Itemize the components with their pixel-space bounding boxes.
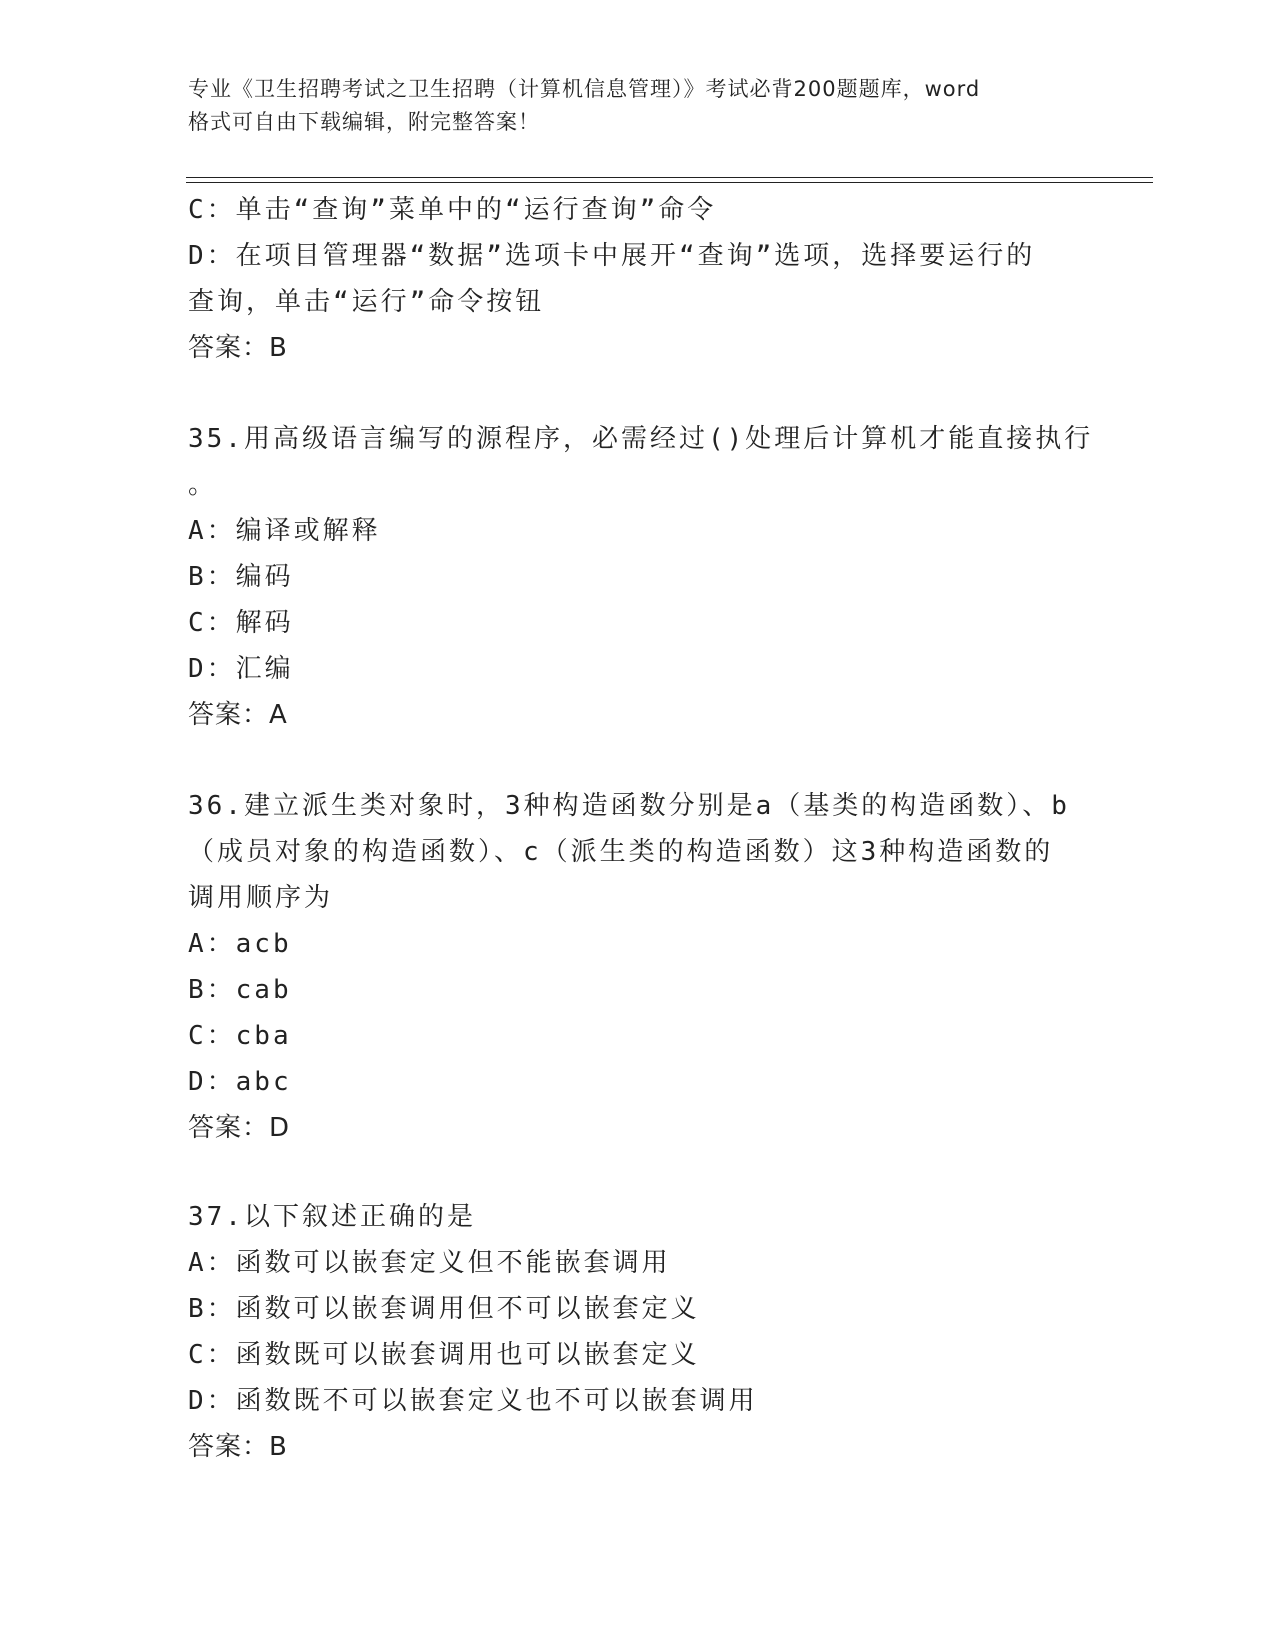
header-line-2: 格式可自由下载编辑，附完整答案！ xyxy=(188,110,540,134)
q36-answer: 答案：D xyxy=(188,1113,291,1143)
q36-option-c: C：cba xyxy=(188,1021,292,1051)
spacer xyxy=(188,1151,1088,1194)
q35-option-d: D：汇编 xyxy=(188,654,294,684)
q36-stem-line1: 36.建立派生类对象时，3种构造函数分别是a（基类的构造函数）、b xyxy=(188,791,1070,821)
q34-option-d-line1: D：在项目管理器“数据”选项卡中展开“查询”选项，选择要运行的 xyxy=(188,241,1036,271)
q35-option-b: B：编码 xyxy=(188,562,294,592)
q35-option-c: C：解码 xyxy=(188,608,294,638)
spacer xyxy=(188,371,1088,416)
q34-answer: 答案：B xyxy=(188,333,288,363)
q34-option-d-line2: 查询，单击“运行”命令按钮 xyxy=(188,287,545,317)
question-36 xyxy=(188,783,1088,1151)
spacer xyxy=(188,738,1088,783)
q37-option-a: A：函数可以嵌套定义但不能嵌套调用 xyxy=(188,1248,671,1278)
q37-stem: 37.以下叙述正确的是 xyxy=(188,1202,476,1232)
question-37 xyxy=(188,1194,1088,1470)
q37-option-b: B：函数可以嵌套调用但不可以嵌套定义 xyxy=(188,1294,700,1324)
q36-stem-line2: （成员对象的构造函数）、c（派生类的构造函数）这3种构造函数的 xyxy=(188,837,1054,867)
q37-option-d: D：函数既不可以嵌套定义也不可以嵌套调用 xyxy=(188,1386,758,1416)
q36-stem-line3: 调用顺序为 xyxy=(188,883,334,913)
q36-option-a: A：acb xyxy=(188,929,292,959)
q36-option-d: D：abc xyxy=(188,1067,292,1097)
q37-answer: 答案：B xyxy=(188,1432,288,1462)
q35-stem-line2: 。 xyxy=(188,470,218,500)
header-line-1: 专业《卫生招聘考试之卫生招聘（计算机信息管理）》考试必背200题题库，word xyxy=(188,77,981,101)
q37-option-c: C：函数既可以嵌套调用也可以嵌套定义 xyxy=(188,1340,700,1370)
q36-option-b: B：cab xyxy=(188,975,292,1005)
header-divider-bottom xyxy=(186,182,1153,183)
question-35 xyxy=(188,416,1094,738)
document-header xyxy=(188,73,1088,139)
question-body xyxy=(188,187,1094,1470)
q35-stem-line1: 35.用高级语言编写的源程序，必需经过()处理后计算机才能直接执行 xyxy=(188,424,1094,454)
question-34 xyxy=(188,187,1088,371)
q35-option-a: A：编译或解释 xyxy=(188,516,381,546)
q34-option-c: C：单击“查询”菜单中的“运行查询”命令 xyxy=(188,195,717,225)
header-divider-top xyxy=(186,177,1153,178)
q35-answer: 答案：A xyxy=(188,700,288,730)
